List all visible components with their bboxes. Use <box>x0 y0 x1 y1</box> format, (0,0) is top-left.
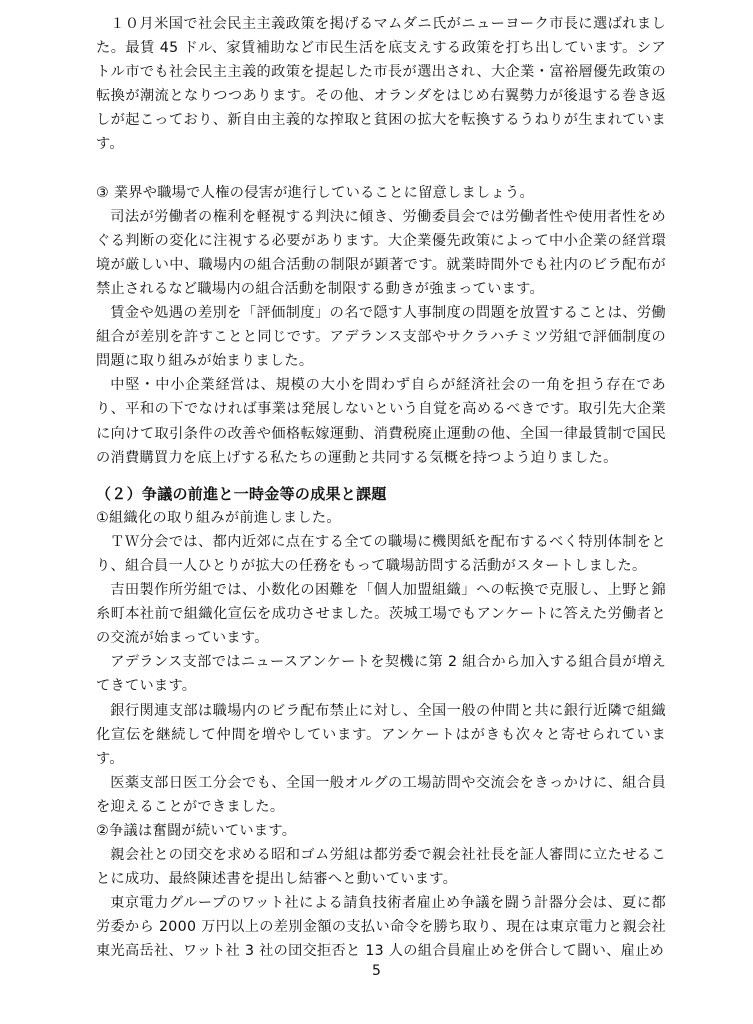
section-gap <box>96 470 666 482</box>
paragraph-aderans-branch: アデランス支部ではニュースアンケートを契機に第 2 組合から加入する組合員が増えてきています。 <box>96 654 666 695</box>
paragraph-nichiiko-branch: 医薬支部日医工分会でも、全国一般オルグの工場訪問や交流会をきっかけに、組合員を迎えることができました。 <box>96 774 666 815</box>
paragraph-sme-management: 中堅・中小企業経営は、規模の大小を問わず自らが経済社会の一角を担う存在であり、平和の下でなければ事業は発展しないという自覚を高めるべきです。取引先大企業に向けて取引条件の改善や価格転嫁運動、消費税廃止運動の他、全国一律最賃制で国民の消費購買力を底上げする私たちの運動と共同する気概を持つよう迫りました。 <box>96 377 666 466</box>
paragraph-bank-branch: 銀行関連支部は職場内のビラ配布禁止に対し、全国一般の仲間と共に銀行近隣で組織化宣伝を継続して仲間を増やしています。アンケートはがきも次々と寄せられています。 <box>96 702 666 767</box>
paragraph-meter-branch: 東京電力グループのワット社による請負技術者雇止め争議を闘う計器分会は、夏に都労委から 2000 万円以上の差別金額の支払い命令を勝ち取り、現在は東京電力と親会社東光高岳社、ワット社 3 社の団交拒否と 13 人の組合員雇止めを併合して闘い、雇止め <box>96 895 666 960</box>
paragraph-yoshida-union: 吉田製作所労組では、小数化の困難を「個人加盟組織」への転換で克服し、上野と錦糸町本社前で組織化宣伝を成功させました。茨城工場でもアンケートに答えた労働者との交流が始まっています。 <box>96 582 666 647</box>
section-2-heading: （２）争議の前進と一時金等の成果と課題 <box>96 484 387 503</box>
paragraph-tw-branch: ＴＷ分会では、都内近郊に点在する全ての職場に機関紙を配布するべく特別体制をとり、組合員一人ひとりが拡大の任務をもって職場訪問する活動がスタートしました。 <box>96 533 666 574</box>
subheading-organizing: ①組織化の取り組みが前進しました。 <box>96 509 341 526</box>
paragraph-showa-rubber: 親会社との団交を求める昭和ゴム労組は都労委で親会社社長を証人審問に立たせることに成功、最終陳述書を提出し結審へと動いています。 <box>96 847 666 888</box>
document-body <box>96 12 666 964</box>
paragraph-gap <box>96 157 666 181</box>
point3-heading: ③ 業界や職場で人権の侵害が進行していることに留意しましょう。 <box>96 184 534 201</box>
paragraph-judiciary: 司法が労働者の権利を軽視する判決に傾き、労働委員会では労働者性や使用者性をめぐる判断の変化に注視する必要があります。大企業優先政策によって中小企業の経営環境が厳しい中、職場内の組合活動の制限が顕著です。就業時間外でも社内のビラ配布が禁止されるなど職場内の組合活動を制限する動きが強まっています。 <box>96 208 666 297</box>
subheading-disputes: ②争議は奮闘が続いています。 <box>96 823 297 839</box>
paragraph-us-mayor: １０月米国で社会民主主義政策を掲げるマムダニ氏がニューヨーク市長に選ばれました。最賃 45 ドル、家賃補助など市民生活を底支えする政策を打ち出しています。シアトル市でも社会民主主義的政策を提起した市長が選出され、大企業・富裕層優先政策の転換が潮流となりつつあります。その他、オランダをはじめ右翼勢力が後退する巻き返しが起こっており、新自由主義的な搾取と貧困の拡大を転換するうねりが生まれています。 <box>96 16 666 153</box>
paragraph-evaluation-system: 賃金や処遇の差別を「評価制度」の名で隠す人事制度の問題を放置することは、労働組合が差別を許すことと同じです。アデランス支部やサクラハチミツ労組で評価制度の問題に取り組みが始まりました。 <box>96 305 666 370</box>
page-number: 5 <box>372 963 381 979</box>
